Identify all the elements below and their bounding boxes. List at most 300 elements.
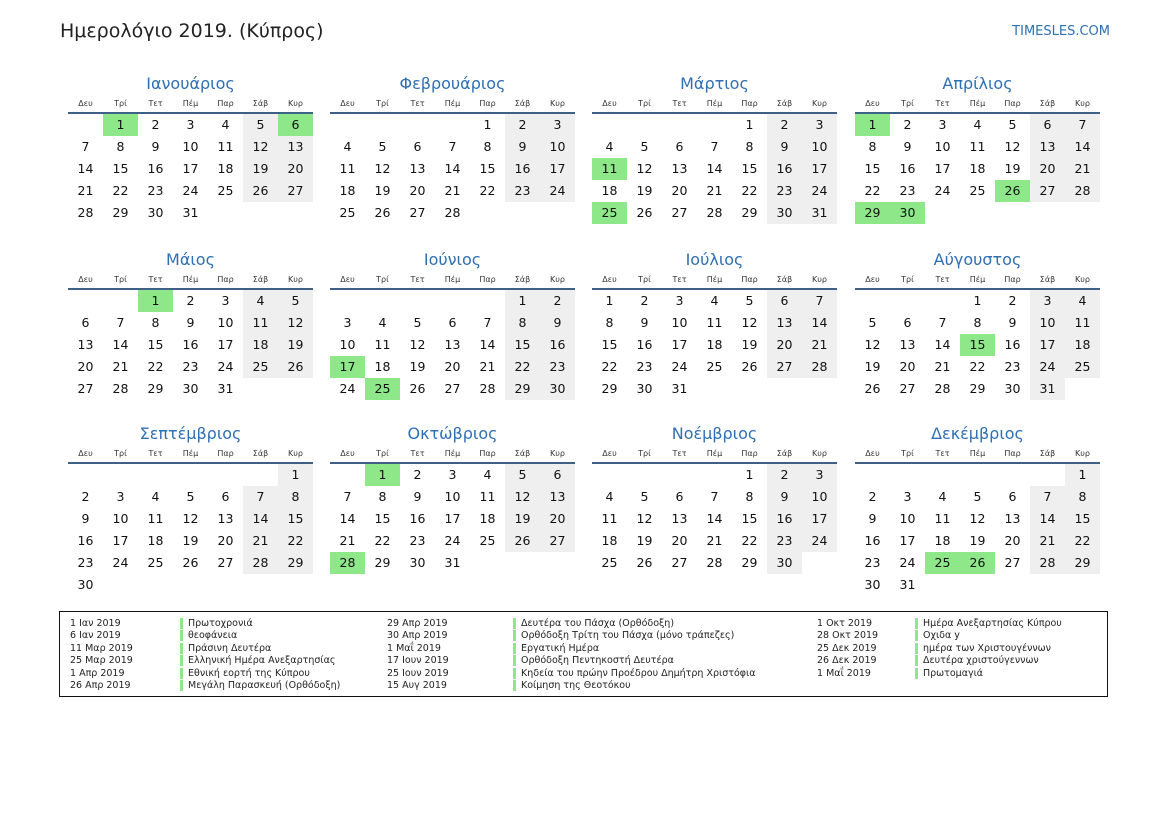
day-cell[interactable]: 7 <box>1065 114 1100 136</box>
day-cell[interactable]: 7 <box>243 486 278 508</box>
day-cell[interactable]: 24 <box>444 533 461 548</box>
day-cell[interactable]: 24 <box>802 180 837 202</box>
day-cell[interactable]: 26 <box>864 381 881 396</box>
day-cell[interactable]: 19 <box>864 359 881 374</box>
day-cell[interactable]: 9 <box>767 136 802 158</box>
day-cell[interactable]: 24 <box>802 530 837 552</box>
day-cell[interactable]: 10 <box>671 315 688 330</box>
day-cell[interactable]: 28 <box>802 356 837 378</box>
day-cell[interactable]: 4 <box>1065 290 1100 312</box>
day-cell[interactable]: 18 <box>601 183 618 198</box>
day-cell[interactable]: 5 <box>745 293 754 308</box>
day-cell[interactable]: 19 <box>636 183 653 198</box>
day-cell[interactable]: 20 <box>1030 158 1065 180</box>
day-cell[interactable]: 5 <box>378 139 387 154</box>
day-cell[interactable]: 18 <box>706 337 723 352</box>
day-cell[interactable]: 6 <box>675 139 684 154</box>
day-cell[interactable]: 1 <box>365 464 400 486</box>
day-cell[interactable]: 12 <box>864 337 881 352</box>
day-cell[interactable]: 17 <box>217 337 234 352</box>
day-cell[interactable]: 17 <box>540 158 575 180</box>
day-cell[interactable]: 3 <box>802 114 837 136</box>
day-cell[interactable]: 29 <box>601 381 618 396</box>
day-cell[interactable]: 29 <box>855 202 890 224</box>
day-cell[interactable]: 20 <box>540 508 575 530</box>
day-cell[interactable]: 16 <box>767 508 802 530</box>
day-cell[interactable]: 17 <box>182 161 199 176</box>
day-cell[interactable]: 5 <box>413 315 422 330</box>
day-cell[interactable]: 28 <box>112 381 129 396</box>
day-cell[interactable]: 27 <box>444 381 461 396</box>
day-cell[interactable]: 17 <box>802 508 837 530</box>
day-cell[interactable]: 2 <box>1008 293 1017 308</box>
day-cell[interactable]: 2 <box>640 293 649 308</box>
day-cell[interactable]: 10 <box>899 511 916 526</box>
day-cell[interactable]: 31 <box>217 381 234 396</box>
day-cell[interactable]: 4 <box>605 489 614 504</box>
day-cell[interactable]: 15 <box>112 161 129 176</box>
day-cell[interactable]: 20 <box>278 158 313 180</box>
day-cell[interactable]: 8 <box>116 139 125 154</box>
day-cell[interactable]: 25 <box>243 356 278 378</box>
day-cell[interactable]: 16 <box>767 158 802 180</box>
day-cell[interactable]: 19 <box>278 334 313 356</box>
day-cell[interactable]: 18 <box>374 359 391 374</box>
day-cell[interactable]: 26 <box>243 180 278 202</box>
day-cell[interactable]: 14 <box>934 337 951 352</box>
day-cell[interactable]: 20 <box>217 533 234 548</box>
day-cell[interactable]: 7 <box>483 315 492 330</box>
day-cell[interactable]: 15 <box>374 511 391 526</box>
day-cell[interactable]: 16 <box>182 337 199 352</box>
day-cell[interactable]: 23 <box>505 180 540 202</box>
day-cell[interactable]: 17 <box>330 356 365 378</box>
day-cell[interactable]: 16 <box>864 533 881 548</box>
day-cell[interactable]: 15 <box>278 508 313 530</box>
day-cell[interactable]: 21 <box>1030 530 1065 552</box>
day-cell[interactable]: 10 <box>339 337 356 352</box>
day-cell[interactable]: 20 <box>671 533 688 548</box>
day-cell[interactable]: 27 <box>899 381 916 396</box>
day-cell[interactable]: 3 <box>343 315 352 330</box>
day-cell[interactable]: 9 <box>186 315 195 330</box>
day-cell[interactable]: 24 <box>899 555 916 570</box>
day-cell[interactable]: 22 <box>505 356 540 378</box>
day-cell[interactable]: 13 <box>444 337 461 352</box>
day-cell[interactable]: 31 <box>1030 378 1065 400</box>
day-cell[interactable]: 2 <box>186 293 195 308</box>
day-cell[interactable]: 13 <box>540 486 575 508</box>
day-cell[interactable]: 28 <box>330 552 365 574</box>
day-cell[interactable]: 18 <box>934 533 951 548</box>
day-cell[interactable]: 16 <box>899 161 916 176</box>
day-cell[interactable]: 29 <box>112 205 129 220</box>
day-cell[interactable]: 28 <box>706 555 723 570</box>
day-cell[interactable]: 30 <box>890 202 925 224</box>
day-cell[interactable]: 23 <box>540 356 575 378</box>
day-cell[interactable]: 4 <box>710 293 719 308</box>
day-cell[interactable]: 2 <box>767 114 802 136</box>
day-cell[interactable]: 11 <box>243 312 278 334</box>
day-cell[interactable]: 1 <box>138 290 173 312</box>
day-cell[interactable]: 29 <box>147 381 164 396</box>
day-cell[interactable]: 11 <box>969 139 986 154</box>
day-cell[interactable]: 3 <box>186 117 195 132</box>
day-cell[interactable]: 1 <box>855 114 890 136</box>
day-cell[interactable]: 1 <box>483 117 492 132</box>
day-cell[interactable]: 15 <box>505 334 540 356</box>
day-cell[interactable]: 8 <box>605 315 614 330</box>
day-cell[interactable]: 23 <box>899 183 916 198</box>
day-cell[interactable]: 18 <box>217 161 234 176</box>
day-cell[interactable]: 4 <box>221 117 230 132</box>
day-cell[interactable]: 11 <box>592 158 627 180</box>
day-cell[interactable]: 1 <box>605 293 614 308</box>
day-cell[interactable]: 7 <box>343 489 352 504</box>
day-cell[interactable]: 8 <box>868 139 877 154</box>
day-cell[interactable]: 9 <box>640 315 649 330</box>
day-cell[interactable]: 1 <box>745 467 754 482</box>
day-cell[interactable]: 16 <box>1004 337 1021 352</box>
day-cell[interactable]: 25 <box>1065 356 1100 378</box>
day-cell[interactable]: 22 <box>1065 530 1100 552</box>
day-cell[interactable]: 27 <box>409 205 426 220</box>
day-cell[interactable]: 30 <box>1004 381 1021 396</box>
day-cell[interactable]: 10 <box>182 139 199 154</box>
day-cell[interactable]: 29 <box>741 555 758 570</box>
day-cell[interactable]: 17 <box>899 533 916 548</box>
day-cell[interactable]: 19 <box>182 533 199 548</box>
day-cell[interactable]: 7 <box>710 489 719 504</box>
day-cell[interactable]: 11 <box>706 315 723 330</box>
day-cell[interactable]: 11 <box>339 161 356 176</box>
day-cell[interactable]: 21 <box>706 183 723 198</box>
day-cell[interactable]: 9 <box>505 136 540 158</box>
day-cell[interactable]: 15 <box>864 161 881 176</box>
day-cell[interactable]: 13 <box>671 511 688 526</box>
day-cell[interactable]: 10 <box>802 486 837 508</box>
day-cell[interactable]: 31 <box>671 381 688 396</box>
day-cell[interactable]: 23 <box>864 555 881 570</box>
day-cell[interactable]: 27 <box>671 205 688 220</box>
day-cell[interactable]: 25 <box>592 202 627 224</box>
day-cell[interactable]: 15 <box>960 334 995 356</box>
day-cell[interactable]: 4 <box>605 139 614 154</box>
day-cell[interactable]: 25 <box>365 378 400 400</box>
day-cell[interactable]: 26 <box>636 555 653 570</box>
day-cell[interactable]: 21 <box>479 359 496 374</box>
day-cell[interactable]: 30 <box>540 378 575 400</box>
day-cell[interactable]: 6 <box>1030 114 1065 136</box>
day-cell[interactable]: 11 <box>934 511 951 526</box>
day-cell[interactable]: 13 <box>77 337 94 352</box>
day-cell[interactable]: 22 <box>147 359 164 374</box>
day-cell[interactable]: 2 <box>505 114 540 136</box>
day-cell[interactable]: 26 <box>505 530 540 552</box>
day-cell[interactable]: 20 <box>899 359 916 374</box>
day-cell[interactable]: 16 <box>409 511 426 526</box>
day-cell[interactable]: 14 <box>1030 508 1065 530</box>
day-cell[interactable]: 17 <box>1030 334 1065 356</box>
day-cell[interactable]: 20 <box>77 359 94 374</box>
day-cell[interactable]: 7 <box>938 315 947 330</box>
day-cell[interactable]: 8 <box>1065 486 1100 508</box>
day-cell[interactable]: 30 <box>864 577 881 592</box>
day-cell[interactable]: 1 <box>745 117 754 132</box>
day-cell[interactable]: 9 <box>540 312 575 334</box>
day-cell[interactable]: 8 <box>745 489 754 504</box>
day-cell[interactable]: 7 <box>1030 486 1065 508</box>
day-cell[interactable]: 20 <box>1004 533 1021 548</box>
day-cell[interactable]: 3 <box>540 114 575 136</box>
day-cell[interactable]: 7 <box>448 139 457 154</box>
day-cell[interactable]: 23 <box>147 183 164 198</box>
day-cell[interactable]: 23 <box>1004 359 1021 374</box>
day-cell[interactable]: 1 <box>103 114 138 136</box>
day-cell[interactable]: 10 <box>1030 312 1065 334</box>
day-cell[interactable]: 13 <box>899 337 916 352</box>
day-cell[interactable]: 23 <box>409 533 426 548</box>
day-cell[interactable]: 2 <box>903 117 912 132</box>
day-cell[interactable]: 19 <box>741 337 758 352</box>
day-cell[interactable]: 31 <box>444 555 461 570</box>
day-cell[interactable]: 10 <box>540 136 575 158</box>
day-cell[interactable]: 1 <box>973 293 982 308</box>
day-cell[interactable]: 3 <box>903 489 912 504</box>
day-cell[interactable]: 28 <box>77 205 94 220</box>
day-cell[interactable]: 12 <box>374 161 391 176</box>
day-cell[interactable]: 18 <box>479 511 496 526</box>
day-cell[interactable]: 10 <box>934 139 951 154</box>
day-cell[interactable]: 2 <box>413 467 422 482</box>
day-cell[interactable]: 14 <box>1065 136 1100 158</box>
day-cell[interactable]: 5 <box>640 489 649 504</box>
day-cell[interactable]: 10 <box>802 136 837 158</box>
day-cell[interactable]: 10 <box>217 315 234 330</box>
day-cell[interactable]: 8 <box>483 139 492 154</box>
day-cell[interactable]: 23 <box>636 359 653 374</box>
day-cell[interactable]: 2 <box>868 489 877 504</box>
day-cell[interactable]: 10 <box>444 489 461 504</box>
day-cell[interactable]: 5 <box>243 114 278 136</box>
day-cell[interactable]: 6 <box>675 489 684 504</box>
day-cell[interactable]: 26 <box>995 180 1030 202</box>
day-cell[interactable]: 24 <box>1030 356 1065 378</box>
day-cell[interactable]: 25 <box>217 183 234 198</box>
day-cell[interactable]: 25 <box>925 552 960 574</box>
day-cell[interactable]: 28 <box>706 205 723 220</box>
day-cell[interactable]: 21 <box>802 334 837 356</box>
day-cell[interactable]: 17 <box>934 161 951 176</box>
day-cell[interactable]: 21 <box>444 183 461 198</box>
day-cell[interactable]: 7 <box>81 139 90 154</box>
day-cell[interactable]: 14 <box>112 337 129 352</box>
day-cell[interactable]: 6 <box>767 290 802 312</box>
day-cell[interactable]: 27 <box>671 555 688 570</box>
day-cell[interactable]: 26 <box>960 552 995 574</box>
day-cell[interactable]: 13 <box>217 511 234 526</box>
day-cell[interactable]: 29 <box>1065 552 1100 574</box>
day-cell[interactable]: 24 <box>540 180 575 202</box>
day-cell[interactable]: 13 <box>1004 511 1021 526</box>
day-cell[interactable]: 6 <box>448 315 457 330</box>
day-cell[interactable]: 7 <box>802 290 837 312</box>
day-cell[interactable]: 10 <box>112 511 129 526</box>
day-cell[interactable]: 19 <box>505 508 540 530</box>
day-cell[interactable]: 22 <box>479 183 496 198</box>
day-cell[interactable]: 4 <box>343 139 352 154</box>
day-cell[interactable]: 14 <box>706 511 723 526</box>
day-cell[interactable]: 8 <box>505 312 540 334</box>
day-cell[interactable]: 18 <box>243 334 278 356</box>
day-cell[interactable]: 19 <box>243 158 278 180</box>
day-cell[interactable]: 13 <box>409 161 426 176</box>
day-cell[interactable]: 9 <box>151 139 160 154</box>
day-cell[interactable]: 3 <box>221 293 230 308</box>
day-cell[interactable]: 21 <box>934 359 951 374</box>
day-cell[interactable]: 26 <box>278 356 313 378</box>
day-cell[interactable]: 25 <box>339 205 356 220</box>
day-cell[interactable]: 11 <box>374 337 391 352</box>
day-cell[interactable]: 3 <box>675 293 684 308</box>
day-cell[interactable]: 20 <box>409 183 426 198</box>
day-cell[interactable]: 2 <box>81 489 90 504</box>
day-cell[interactable]: 1 <box>278 464 313 486</box>
day-cell[interactable]: 18 <box>147 533 164 548</box>
day-cell[interactable]: 28 <box>1030 552 1065 574</box>
day-cell[interactable]: 6 <box>278 114 313 136</box>
day-cell[interactable]: 31 <box>802 202 837 224</box>
day-cell[interactable]: 4 <box>378 315 387 330</box>
day-cell[interactable]: 27 <box>217 555 234 570</box>
day-cell[interactable]: 29 <box>969 381 986 396</box>
day-cell[interactable]: 3 <box>802 464 837 486</box>
day-cell[interactable]: 4 <box>483 467 492 482</box>
day-cell[interactable]: 11 <box>601 511 618 526</box>
day-cell[interactable]: 3 <box>448 467 457 482</box>
day-cell[interactable]: 23 <box>767 180 802 202</box>
day-cell[interactable]: 30 <box>767 202 802 224</box>
day-cell[interactable]: 26 <box>182 555 199 570</box>
day-cell[interactable]: 21 <box>243 530 278 552</box>
day-cell[interactable]: 26 <box>409 381 426 396</box>
day-cell[interactable]: 24 <box>182 183 199 198</box>
day-cell[interactable]: 30 <box>636 381 653 396</box>
day-cell[interactable]: 7 <box>710 139 719 154</box>
day-cell[interactable]: 30 <box>767 552 802 574</box>
day-cell[interactable]: 18 <box>601 533 618 548</box>
day-cell[interactable]: 15 <box>741 161 758 176</box>
day-cell[interactable]: 22 <box>741 183 758 198</box>
day-cell[interactable]: 11 <box>147 511 164 526</box>
day-cell[interactable]: 22 <box>601 359 618 374</box>
day-cell[interactable]: 12 <box>278 312 313 334</box>
day-cell[interactable]: 8 <box>151 315 160 330</box>
day-cell[interactable]: 8 <box>278 486 313 508</box>
day-cell[interactable]: 6 <box>81 315 90 330</box>
day-cell[interactable]: 6 <box>540 464 575 486</box>
day-cell[interactable]: 5 <box>278 290 313 312</box>
day-cell[interactable]: 30 <box>409 555 426 570</box>
day-cell[interactable]: 4 <box>243 290 278 312</box>
day-cell[interactable]: 5 <box>186 489 195 504</box>
day-cell[interactable]: 16 <box>77 533 94 548</box>
day-cell[interactable]: 29 <box>278 552 313 574</box>
day-cell[interactable]: 27 <box>767 356 802 378</box>
day-cell[interactable]: 22 <box>112 183 129 198</box>
day-cell[interactable]: 3 <box>1030 290 1065 312</box>
day-cell[interactable]: 15 <box>479 161 496 176</box>
day-cell[interactable]: 20 <box>444 359 461 374</box>
day-cell[interactable]: 3 <box>116 489 125 504</box>
day-cell[interactable]: 28 <box>444 205 461 220</box>
day-cell[interactable]: 26 <box>741 359 758 374</box>
day-cell[interactable]: 1 <box>505 290 540 312</box>
day-cell[interactable]: 25 <box>601 555 618 570</box>
day-cell[interactable]: 19 <box>1004 161 1021 176</box>
day-cell[interactable]: 15 <box>147 337 164 352</box>
day-cell[interactable]: 17 <box>112 533 129 548</box>
day-cell[interactable]: 5 <box>973 489 982 504</box>
day-cell[interactable]: 24 <box>112 555 129 570</box>
day-cell[interactable]: 13 <box>767 312 802 334</box>
day-cell[interactable]: 6 <box>221 489 230 504</box>
day-cell[interactable]: 17 <box>802 158 837 180</box>
day-cell[interactable]: 13 <box>671 161 688 176</box>
day-cell[interactable]: 24 <box>217 359 234 374</box>
day-cell[interactable]: 28 <box>934 381 951 396</box>
day-cell[interactable]: 5 <box>640 139 649 154</box>
day-cell[interactable]: 25 <box>706 359 723 374</box>
day-cell[interactable]: 23 <box>77 555 94 570</box>
day-cell[interactable]: 27 <box>77 381 94 396</box>
day-cell[interactable]: 24 <box>671 359 688 374</box>
day-cell[interactable]: 22 <box>969 359 986 374</box>
day-cell[interactable]: 22 <box>741 533 758 548</box>
day-cell[interactable]: 23 <box>182 359 199 374</box>
day-cell[interactable]: 24 <box>339 381 356 396</box>
day-cell[interactable]: 21 <box>1065 158 1100 180</box>
day-cell[interactable]: 14 <box>243 508 278 530</box>
day-cell[interactable]: 4 <box>973 117 982 132</box>
day-cell[interactable]: 3 <box>938 117 947 132</box>
day-cell[interactable]: 28 <box>1065 180 1100 202</box>
day-cell[interactable]: 22 <box>374 533 391 548</box>
day-cell[interactable]: 8 <box>378 489 387 504</box>
day-cell[interactable]: 2 <box>151 117 160 132</box>
day-cell[interactable]: 29 <box>741 205 758 220</box>
day-cell[interactable]: 9 <box>767 486 802 508</box>
day-cell[interactable]: 19 <box>969 533 986 548</box>
day-cell[interactable]: 14 <box>444 161 461 176</box>
day-cell[interactable]: 4 <box>938 489 947 504</box>
day-cell[interactable]: 19 <box>636 533 653 548</box>
day-cell[interactable]: 14 <box>706 161 723 176</box>
day-cell[interactable]: 12 <box>969 511 986 526</box>
day-cell[interactable]: 27 <box>278 180 313 202</box>
day-cell[interactable]: 28 <box>479 381 496 396</box>
day-cell[interactable]: 21 <box>112 359 129 374</box>
day-cell[interactable]: 21 <box>77 183 94 198</box>
day-cell[interactable]: 31 <box>182 205 199 220</box>
day-cell[interactable]: 26 <box>374 205 391 220</box>
day-cell[interactable]: 11 <box>479 489 496 504</box>
day-cell[interactable]: 19 <box>409 359 426 374</box>
day-cell[interactable]: 14 <box>479 337 496 352</box>
day-cell[interactable]: 30 <box>182 381 199 396</box>
day-cell[interactable]: 12 <box>505 486 540 508</box>
day-cell[interactable]: 9 <box>1008 315 1017 330</box>
